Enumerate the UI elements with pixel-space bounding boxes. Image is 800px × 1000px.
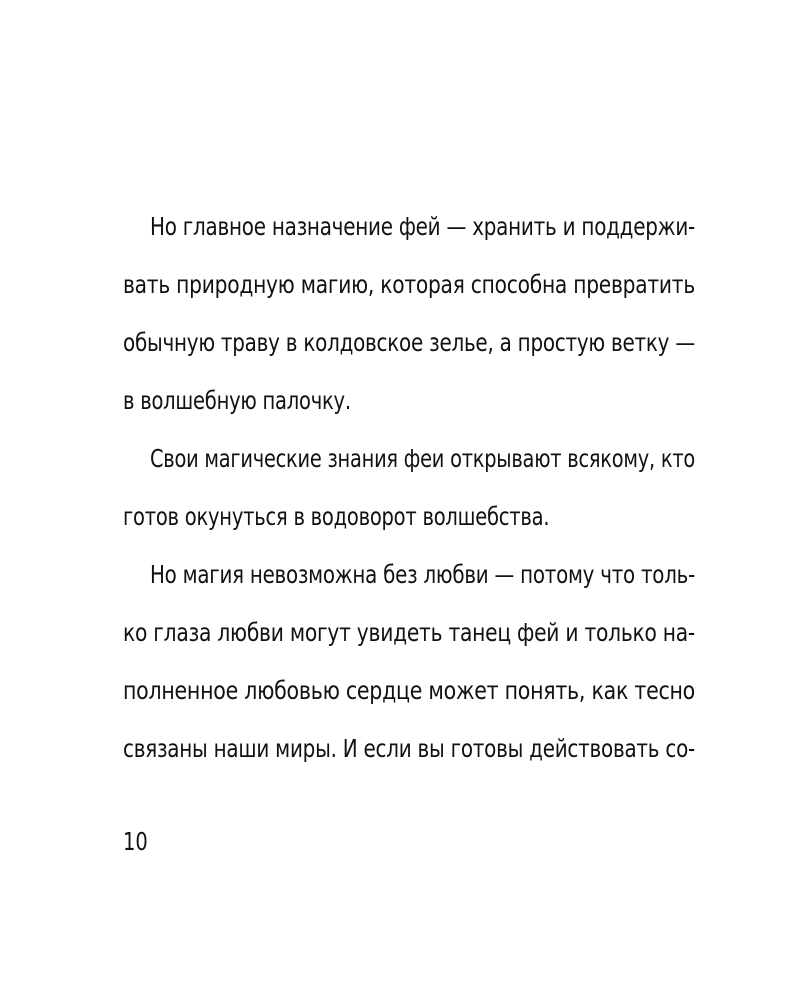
body-text — [123, 198, 695, 778]
page-number: 10 — [123, 827, 148, 856]
paragraph-3-line-4: связаны наши миры. И если вы готовы действовать со- — [123, 734, 695, 763]
paragraph-2-line-1: Свои магические знания феи открывают всякому, кто — [150, 444, 695, 473]
paragraph-1-line-2: вать природную магию, которая способна превратить — [123, 270, 695, 299]
paragraph-2-line-2: готов окунуться в водоворот волшебства. — [123, 502, 550, 531]
paragraph-1-line-1: Но главное назначение фей — хранить и поддержи- — [150, 212, 695, 241]
paragraph-1-line-4: в волшебную палочку. — [123, 386, 351, 415]
paragraph-3-line-3: полненное любовью сердце может понять, как тесно — [123, 676, 695, 705]
paragraph-3-line-2: ко глаза любви могут увидеть танец фей и только на- — [123, 618, 695, 647]
paragraph-3-line-1: Но магия невозможна без любви — потому что толь- — [150, 560, 695, 589]
paragraph-1-line-3: обычную траву в колдовское зелье, а простую ветку — — [123, 328, 695, 357]
